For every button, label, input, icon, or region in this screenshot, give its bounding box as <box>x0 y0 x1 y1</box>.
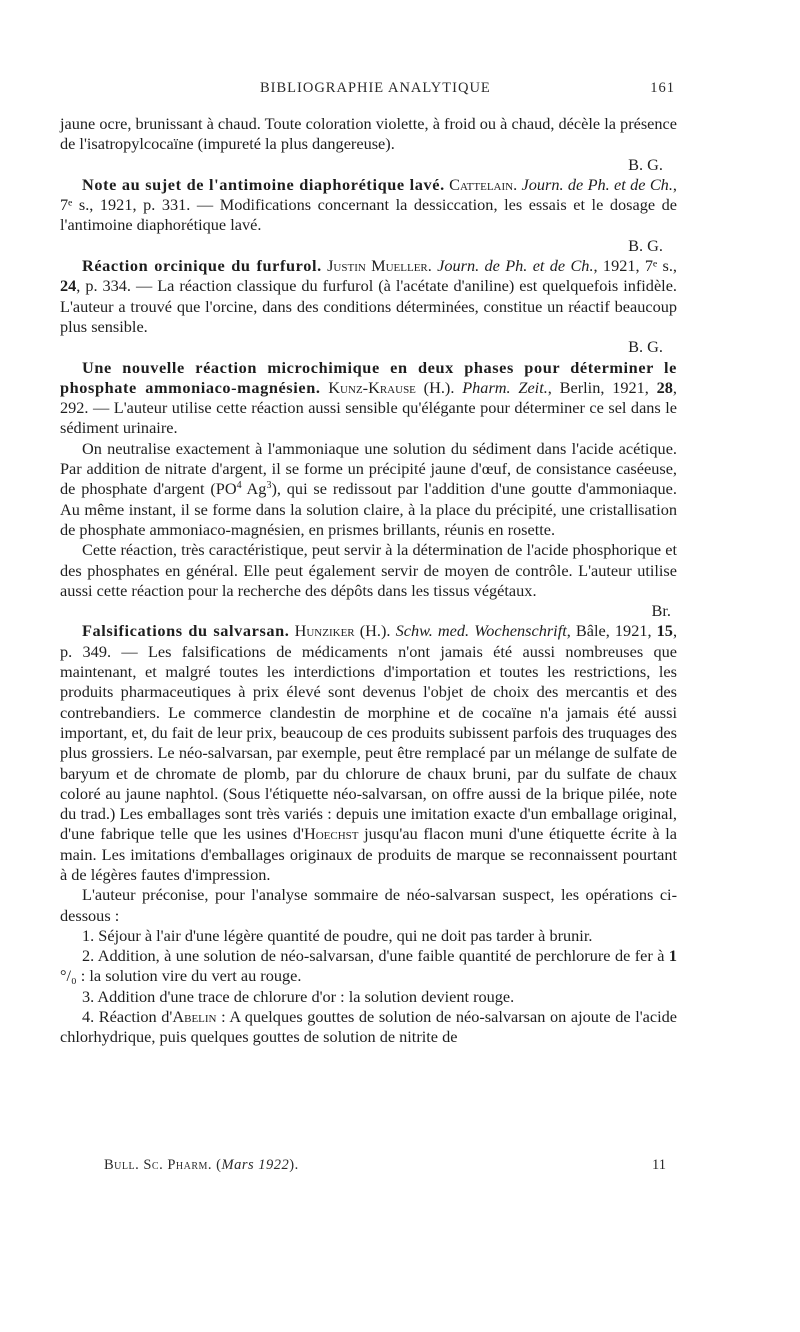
article-summary: jusqu'au flacon muni d'une étiquette écrite à la main. Les imitations d'emballages originaux de produits de marque se reconnaissent pourtant à de légères fautes d'impression. <box>60 824 677 884</box>
article-citation: , p. 334. — <box>76 276 158 296</box>
running-title: BIBLIOGRAPHIE ANALYTIQUE <box>260 80 491 96</box>
article-citation: , 1921, 7ᵉ s., <box>593 256 677 276</box>
article-title: Falsifications du salvarsan. <box>82 621 290 641</box>
article-antimoine <box>60 175 677 236</box>
footer-text: ( <box>212 1157 222 1173</box>
person-name: Abelin <box>172 1007 217 1027</box>
article-title: Une nouvelle réaction microchimique en deux phases pour déterminer le phosphate ammoniaco-magnésien. <box>60 357 677 397</box>
superscript: 3 <box>266 480 272 492</box>
page <box>60 78 677 1048</box>
running-head <box>60 78 677 102</box>
article-paragraph <box>60 439 677 540</box>
list-item: 3. Addition d'une trace de chlorure d'or : la solution devient rouge. <box>82 986 515 1006</box>
article-paragraph: Cette réaction, très caractéristique, peut servir à la détermination de l'acide phosphorique et des phosphates en général. Elle peut également servir de moyen de contrôle. L'auteur utilise aussi cette réaction pour la recherche des dépôts dans les tissus végétaux. <box>60 540 677 600</box>
intro-signature: B. G. <box>628 154 663 174</box>
list-text: 4. Réaction d' <box>82 1007 173 1027</box>
article-citation: , p. 349. — <box>60 621 678 661</box>
article-salvarsan <box>60 621 677 885</box>
article-signature: B. G. <box>628 337 663 357</box>
list-text: 2. Addition, à une solution de néo-salvarsan, d'une faible quantité de perchlorure de fer à <box>82 946 669 966</box>
article-summary: Les falsifications de médicaments n'ont jamais été aussi nombreuses que maintenant, et malgré toutes les interdictions d'importation et toutes les restrictions, les produits pharmaceutiques à prix élevé sont devenus l'objet de choix des mercantis et des contrebandiers. Le commerce clandestin de morphine et de cocaïne n'a jamais été aussi important, et, du fait de leur prix, beaucoup de ces produits subissent parfois des truquages des plus grossiers. Le néo-salvarsan, par exemple, peut être remplacé par un mélange de sulfate de baryum et de chromate de plomb, par du chlorure de chaux bruni, par du sulfate de chaux coloré au jaune naphtol. (Sous l'étiquette néo-salvarsan, on offre aussi de la brique pilée, note du trad.) Les emballages sont très variés : depuis une imitation exacte d'un emballage original, d'une fabrique telle que les usines d' <box>60 641 677 844</box>
list-item <box>60 946 677 987</box>
article-citation: , 292. — <box>60 377 677 418</box>
body-text <box>60 114 677 1048</box>
article-summary: L'auteur utilise cette réaction aussi sensible qu'élégante pour déterminer ce sel dans le sédiment urinaire. <box>60 398 678 438</box>
signature-mark: 11 <box>652 1157 666 1173</box>
superscript: 4 <box>236 480 242 492</box>
list-item <box>60 1007 677 1048</box>
paragraph-text: Ag <box>241 479 267 499</box>
footer-text: ). <box>289 1157 299 1173</box>
article-title: Note au sujet de l'antimoine diaphorétique lavé. <box>82 174 445 194</box>
company-name: Hoechst <box>303 824 359 844</box>
list-item: 1. Séjour à l'air d'une légère quantité de poudre, qui ne doit pas tarder à brunir. <box>82 925 593 945</box>
article-citation: , 7ᵉ s., 1921, p. 331. — <box>60 174 677 215</box>
article-author: Kunz-Krause (H.). <box>328 377 455 397</box>
footer-date: Mars 1922 <box>221 1157 290 1173</box>
intro-paragraph: jaune ocre, brunissant à chaud. Toute coloration violette, à froid ou à chaud, décèle la présence de l'isatropylcocaïne (impureté la plus dangereuse). <box>60 114 677 154</box>
list-intro: L'auteur préconise, pour l'analyse sommaire de néo-salvarsan suspect, les opérations ci-dessous : <box>60 885 677 925</box>
article-furfurol <box>60 256 677 337</box>
page-number: 161 <box>650 80 675 96</box>
paragraph-text: ), qui se redissout par l'addition d'une goutte d'ammoniaque. Au même instant, il se forme dans la solution claire, à la place du précipité, une cristallisation de phosphate ammoniaco-magnésien, en prismes brillants, réunis en rosette. <box>60 479 677 539</box>
article-citation: , Berlin, 1921, <box>547 377 657 397</box>
article-author: Cattelain. <box>449 174 518 194</box>
footer-journal: Bull. Sc. Pharm. <box>104 1157 213 1173</box>
article-journal: Pharm. Zeit. <box>462 377 548 397</box>
article-volume: 24 <box>60 276 77 296</box>
article-author: Justin Mueller. <box>327 256 432 276</box>
article-journal: Schw. med. Wochenschrift <box>395 621 567 641</box>
footer <box>104 1157 678 1174</box>
list-text: : A quelques gouttes de solution de néo-salvarsan on ajoute de l'acide chlorhydrique, puis quelques gouttes de solution de nitrite de <box>60 1007 677 1047</box>
paragraph-text: On neutralise exactement à l'ammoniaque une solution du sédiment dans l'acide acétique. Par addition de nitrate d'argent, il se forme un précipité jaune d'œuf, de consistance caséeuse, de phosphate d'argent (PO <box>60 438 677 499</box>
list-number: 1 <box>668 946 677 966</box>
article-signature: B. G. <box>628 235 663 255</box>
article-phosphate <box>60 358 677 439</box>
article-summary: Modifications concernant la dessiccation, les essais et le dosage de l'antimoine diaphorétique lavé. <box>60 195 677 235</box>
article-summary: La réaction classique du furfurol (à l'acétate d'aniline) est quelquefois infidèle. L'auteur a trouvé que l'orcine, dans des conditions déterminées, constitue un réactif beaucoup plus sensible. <box>60 276 677 336</box>
article-signature: Br. <box>651 601 671 621</box>
article-journal: Journ. de Ph. et de Ch. <box>437 256 594 276</box>
article-volume: 15 <box>656 621 673 641</box>
article-volume: 28 <box>656 377 673 397</box>
article-title: Réaction orcinique du furfurol. <box>82 256 322 276</box>
article-citation: , Bâle, 1921, <box>566 621 657 641</box>
footer-source <box>104 1157 299 1173</box>
article-journal: Journ. de Ph. et de Ch. <box>521 174 673 194</box>
article-author: Hunziker (H.). <box>294 621 391 641</box>
list-text: °/₀ : la solution vire du vert au rouge. <box>60 966 302 986</box>
